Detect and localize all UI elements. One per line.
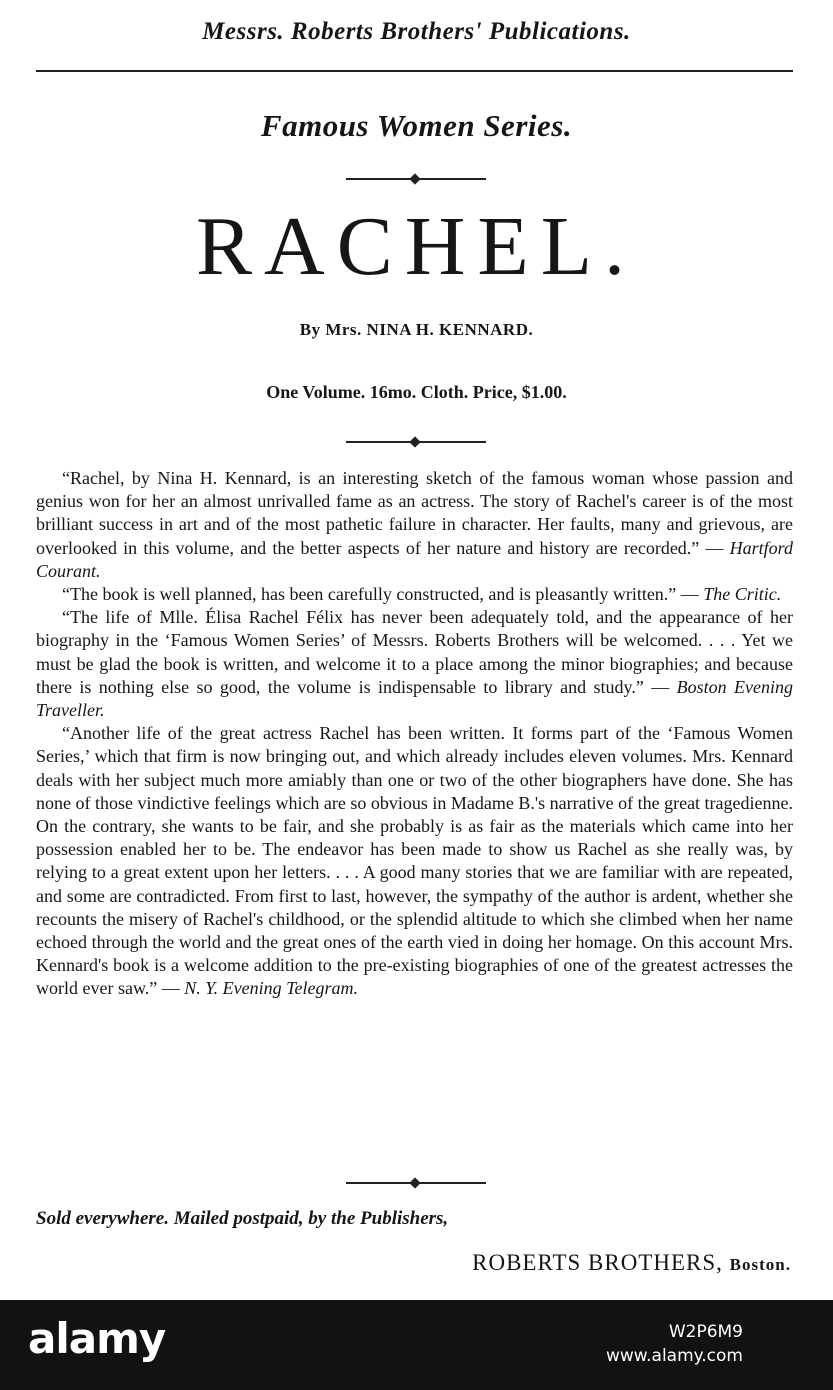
review-source: The Critic. bbox=[703, 584, 782, 605]
publisher-city: Boston. bbox=[729, 1255, 791, 1274]
alamy-logo: alamy bbox=[28, 1314, 166, 1363]
review-source: Hartford Courant. bbox=[36, 537, 794, 581]
price-line: One Volume. 16mo. Cloth. Price, $1.00. bbox=[266, 382, 567, 402]
author-line: By Mrs. NINA H. KENNARD. bbox=[299, 320, 534, 339]
sold-everywhere-line: Sold everywhere. Mailed postpaid, by the Publishers, bbox=[36, 1208, 449, 1229]
review-quote: “Another life of the great actress Rachel has been written. It forms part of the ‘Famous Women Series,’ which that firm is now bringing out, and which already includes eleven volumes. Mrs. Kennard deals with her subject much more amiably than one or two of the other biographers have done. She has none of those vindictive feelings which are so obvious in Madame B.'s narrative of the great tragedienne. On the contrary, she wants to be fair, and she probably is as fair as the materials which came into her possession enabled her to be. The endeavor has been made to show us Rachel as she really was, by relying to a great extent upon her letters. . . . A good many stories that we are familiar with are repeated, and some are contradicted. From first to last, however, the sympathy of the author is ardent, whether she recounts the misery of Rachel's childhood, or the splendid altitude to which she climbed when her name echoed through the world and the great ones of the earth vied in doing her homage. On this account Mrs. Kennard's book is a welcome addition to the pre-existing biographies of one of the greatest actresses the world ever saw.” — N. Y. Evening Telegram. bbox=[36, 723, 794, 999]
review-quote: “The book is well planned, has been carefully constructed, and is pleasantly written.” — The Critic. bbox=[62, 584, 782, 605]
review-source: Boston Evening Traveller. bbox=[36, 676, 794, 721]
header-rule bbox=[36, 70, 793, 72]
publisher-line bbox=[472, 1250, 791, 1276]
publisher-name: ROBERTS BROTHERS, bbox=[472, 1250, 723, 1275]
image-id: W2P6M9 bbox=[668, 1322, 743, 1342]
book-title: RACHEL. bbox=[196, 200, 637, 293]
review-quote: “The life of Mlle. Élisa Rachel Félix has never been adequately told, and the appearance of her biography in the ‘Famous Women Series’ of Messrs. Roberts Brothers will be welcomed. . . . Yet we must be glad the book is written, and welcome it to a place among the minor biographies; and because there is nothing else so good, the volume is indispensable to library and study.” — Boston Evening Traveller. bbox=[36, 607, 794, 721]
review-quotes bbox=[36, 467, 793, 1001]
series-title: Famous Women Series. bbox=[260, 108, 573, 143]
ornament-divider bbox=[346, 1177, 486, 1189]
page-header: Messrs. Roberts Brothers' Publications. bbox=[202, 18, 631, 45]
watermark-url: www.alamy.com bbox=[605, 1346, 743, 1366]
review-quote: “Rachel, by Nina H. Kennard, is an interesting sketch of the famous woman whose passion and genius won for her an almost unrivalled fame as an actress. The story of Rachel's career is of the most brilliant success in art and of the most pathetic failure in character. Her faults, many and grievous, are overlooked in this volume, and the better aspects of her nature and history are recorded.” — Hartford Courant. bbox=[36, 468, 794, 581]
ornament-divider bbox=[346, 436, 486, 448]
ornament-divider bbox=[346, 173, 486, 185]
watermark-band bbox=[0, 1300, 833, 1390]
review-source: N. Y. Evening Telegram. bbox=[184, 978, 358, 999]
